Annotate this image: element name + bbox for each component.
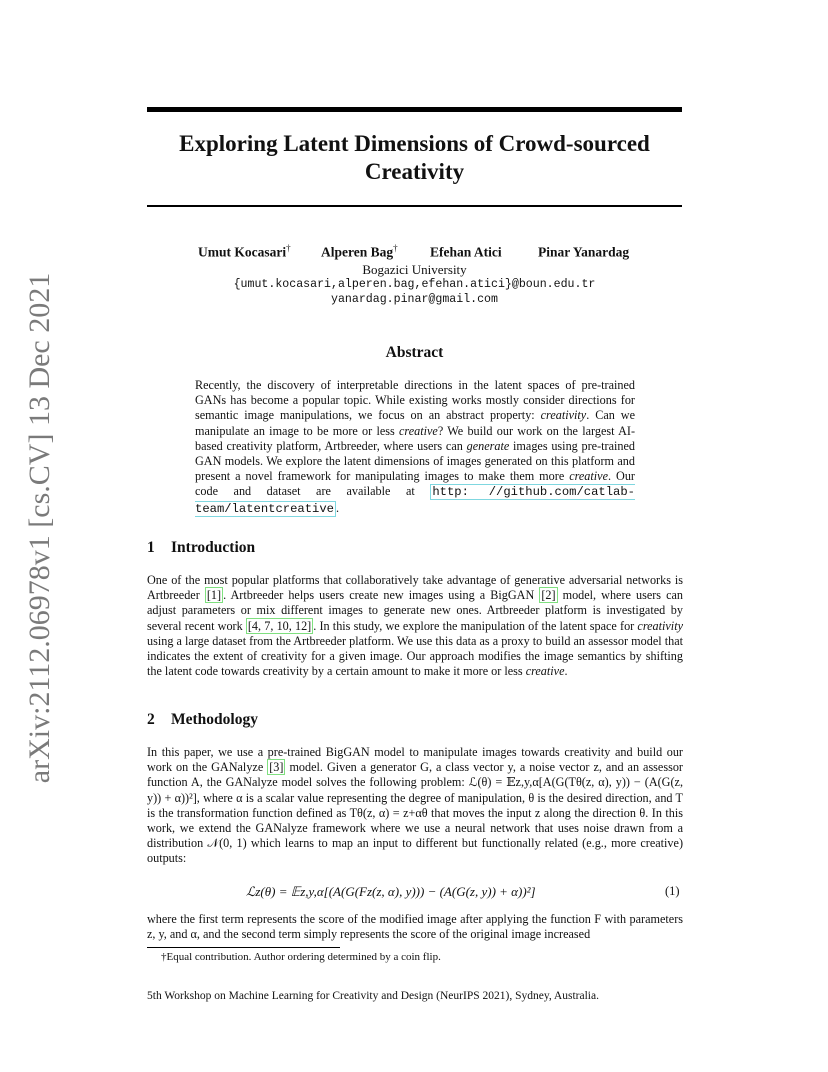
author-1: Umut Kocasari† [198, 243, 291, 260]
section-heading-methodology: 2 Methodology [147, 711, 258, 728]
paper-title: Exploring Latent Dimensions of Crowd-sourced Creativity [179, 131, 650, 184]
methodology-continued-text: where the first term represents the score of the modified image after applying the function F with parameters z, y, and α, and the second term simply represents the score of the original image increased [147, 912, 683, 942]
equation-1: ℒz(θ) = 𝔼z,y,α[(A(G(Fz(z, α), y))) − (A(G(z, y)) + α))²] [246, 884, 536, 899]
citation-link[interactable]: [2] [541, 588, 556, 603]
citation-link[interactable]: [1] [206, 588, 222, 603]
arxiv-side-label: arXiv:2112.06978v1 [cs.CV] 13 Dec 2021 [23, 272, 56, 784]
footnote: †Equal contribution. Author ordering determined by a coin flip. [161, 951, 441, 963]
author-3: Efehan Atici [430, 244, 502, 260]
title-bottom-rule [147, 205, 682, 207]
code-link[interactable]: http: //github.com/catlab-team/latentcreative [195, 485, 635, 516]
citation-link[interactable]: [4, 7, 10, 12] [247, 618, 312, 633]
title-top-rule [147, 107, 682, 112]
email-line-1: {umut.kocasari,alperen.bag,efehan.atici}@boun.edu.tr [233, 278, 596, 291]
author-4: Pinar Yanardag [538, 244, 630, 260]
equation-number: (1) [665, 884, 680, 898]
author-2: Alperen Bag† [321, 243, 398, 260]
affiliation: Bogazici University [362, 262, 467, 277]
venue-line: 5th Workshop on Machine Learning for Creativity and Design (NeurIPS 2021), Sydney, Australia. [147, 990, 599, 1002]
introduction-text: One of the most popular platforms that collaboratively take advantage of generative adversarial networks is Artbreeder [1] . Artbreeder helps users create new images using a BigGAN [2] model, where users can adjust parameters or mix different images to generate new ones. Artbreeder platform is investigated by several recent work [4, 7, 10, 12] . In this study, we explore the manipulation of the latent space for creativity using a large dataset from the Artbreeder platform. We use this data as a proxy to build an assessor model that indicates the extent of creativity for a given image. Our approach modifies the image semantics by shifting the latent code towards creativity by a certain amount to make it more or less creative. [147, 573, 684, 679]
section-heading-introduction: 1 Introduction [147, 539, 256, 556]
abstract-text: Recently, the discovery of interpretable directions in the latent spaces of pre-trained GANs has become a popular topic. While existing works mostly consider directions for semantic image manipulations, we focus on an abstract property: creativity. Can we manipulate an image to be more or less creative? We build our work on the largest AI-based creativity platform, Artbreeder, where users can generate images using pre-trained GAN models. We explore the latent dimensions of images generated on this platform and present a novel framework for manipulating images to make them more creative. Our code and dataset are available at http: //github.com/catlab-team/latentcreative . [195, 378, 635, 516]
abstract-heading: Abstract [385, 344, 444, 361]
methodology-text: In this paper, we use a pre-trained BigGAN model to manipulate images towards creativity and build our work on the GANalyze [3] model. Given a generator G, a class vector y, a noise vector z, and an assessor function A, the GANalyze model solves the following problem: ℒ(θ) = 𝔼z,y,α[A(G(Tθ(z, α), y)) − (A(G(z, y)) + α))²], where α is a scalar value representing the degree of manipulation, θ is the desired direction, and T is the transformation function defined as Tθ(z, α) = z+αθ that moves the input z along the direction θ. In this work, we extend the GANalyze framework where we use a neural network that uses noise drawn from a distribution 𝒩(0, 1) which learns to map an input to different but functionally related (e.g., more creative) outputs: [147, 745, 683, 866]
email-line-2: yanardag.pinar@gmail.com [331, 293, 498, 306]
footnote-rule [147, 947, 340, 948]
citation-link[interactable]: [3] [269, 760, 284, 775]
